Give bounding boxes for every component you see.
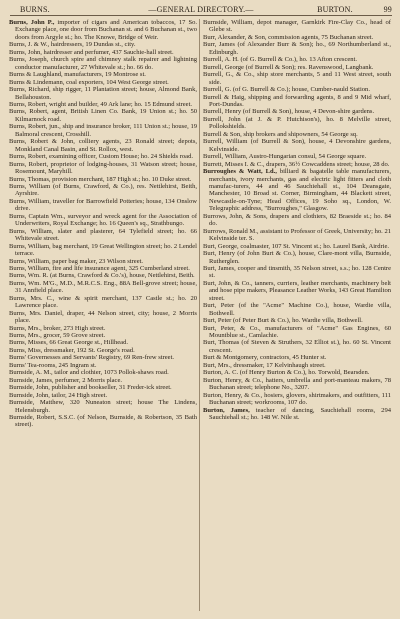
entry-text: Burns, Mrs. Daniel, draper, 44 Nelson street, city; house, 2 Morris place.: [9, 309, 197, 325]
page-number: 99: [383, 5, 392, 14]
entry-text: Burns, William, bag merchant, 19 Great Wellington street; ho. 2 Lendel terrace.: [9, 242, 197, 258]
entry-text: Burt, Peter (of Peter Burt & Co.), ho. Wardie villa, Bothwell.: [203, 317, 363, 325]
directory-entry: [203, 19, 391, 34]
directory-entry: [9, 265, 197, 272]
entry-text: Burt, Thomas (of Steven & Struthers, 32 Elliot st.), ho. 60 St. Vincent crescent.: [203, 339, 391, 354]
directory-entry: [9, 153, 197, 160]
directory-entry: [203, 280, 391, 302]
directory-entry: [203, 71, 391, 86]
header-place: BURTON.: [317, 5, 353, 14]
directory-entry: [203, 41, 391, 56]
entry-text: Burrell, William (of Burrell & Son), house, 4 Devonshire gardens, Kelvinside.: [203, 138, 391, 153]
entry-text: Burrell, Henry (of Burrell & Son), house, 4 Devon-shire gardens.: [203, 108, 375, 116]
directory-entry: [9, 79, 197, 86]
directory-entry: [203, 56, 391, 63]
entry-text: Burt, Peter (of the "Acme" Machine Co.), house, Wardie villa, Bothwell.: [203, 302, 391, 317]
directory-entry: [203, 377, 391, 392]
directory-entry: [9, 108, 197, 123]
entry-text: Burns, William, slater and plasterer, 64 Tylefield street; ho. 66 Whitevale street.: [9, 227, 197, 243]
entry-text: Burns & Laughland, manufacturers, 19 Montrose st.: [9, 71, 146, 79]
entry-text: Burnside, A. M., tailor and clothier, 1073 Pollok-shaws road.: [9, 369, 169, 377]
entry-text: Burrell & Haig, shipping and forwarding agents, 8 and 9 Mid wharf, Port-Dundas.: [203, 93, 391, 108]
directory-entry: [203, 116, 391, 131]
entry-text: Burt, John, & Co., tanners, curriers, leather merchants, machinery belt and hose pipe makers, Pleasance Leather Works, 143 Great Hamilton street.: [203, 279, 391, 302]
entry-text: Burns, Mrs., broker, 273 High street.: [9, 324, 106, 332]
directory-entry: [9, 295, 197, 310]
entry-text: Burns, Wm. R. (at Burns, Crawford & Co.'s), house, Nettlehirst, Beith.: [9, 272, 195, 280]
directory-entry: [203, 34, 391, 41]
header-rule: [10, 15, 392, 16]
entry-text: Burt, Mrs., dressmaker, 17 Kelvinhaugh street.: [203, 361, 326, 369]
entry-text: Burns, Mrs. C., wine & spirit merchant, 137 Castle st.; ho. 20 Lawrence place.: [9, 294, 197, 310]
directory-entry: [203, 213, 391, 228]
directory-entry: [9, 161, 197, 176]
entry-text: Burns, Thomas, provision merchant, 187 High st.; ho. 10 Duke street.: [9, 175, 192, 183]
directory-entry: [203, 339, 391, 354]
entry-text: Burns, Robert, examining officer, Custom House; ho. 24 Shields road.: [9, 153, 193, 161]
directory-entry: [9, 183, 197, 198]
entry-text: Burt, George, coalmaster, 107 St. Vincent st.; ho. Laurel Bank, Airdrie.: [203, 242, 390, 250]
entry-text: Burns, William, paper bag maker, 23 Wilson street.: [9, 257, 144, 265]
entry-text: Burns, William, fire and life insurance agent, 325 Cumberland street.: [9, 264, 190, 272]
entry-text: Burton, Henry, & Co., hatters, umbrella and port-manteau makers, 78 Buchanan street; telephone No., 3207.: [203, 376, 391, 392]
directory-entry: [9, 272, 197, 279]
directory-entry: [203, 161, 391, 168]
directory-entry: [203, 317, 391, 324]
entry-text: Burrows, Ronald M., assistant to Professor of Greek, University; ho. 21 Kelvinside ter. S.: [203, 227, 391, 243]
entry-text: Burnside, William, depot manager, Garnkirk Fire-Clay Co., head of Glebe st.: [203, 19, 391, 34]
directory-entry: [9, 384, 197, 391]
directory-entry: [9, 258, 197, 265]
directory-entry: [203, 131, 391, 138]
directory-entry: [9, 86, 197, 101]
directory-entry: [9, 377, 197, 384]
entry-text: Burton, A. C. (of Henry Burton & Co.), ho. Torwold, Bearsden.: [203, 369, 370, 377]
header-left: BURNS.: [20, 5, 50, 14]
directory-entry: [9, 332, 197, 339]
entry-text: Burns, Robert, jun., ship and insurance broker, 111 Union st.; house, 19 Balmoral crescent, Crosshill.: [9, 123, 197, 138]
entry-text: Burns, William, traveller for Barrowfield Potteries; house, 134 Onslow drive.: [9, 197, 197, 213]
left-column: [9, 19, 197, 613]
directory-entry: [203, 302, 391, 317]
directory-entry: [203, 94, 391, 109]
directory-entry: [203, 407, 391, 422]
entry-text: Burnside, John, publisher and bookseller, 31 Freder-ick street.: [9, 384, 172, 392]
directory-entry: [9, 71, 197, 78]
entry-text: Burnside, Robert, S.S.C. (of Nelson, Burnside, & Robertson, 35 Bath street).: [9, 414, 197, 429]
directory-entry: [9, 41, 197, 48]
directory-entry: [9, 414, 197, 429]
entry-bold-name: Burns, John P.,: [9, 19, 55, 26]
entry-text: Burnside, Matthew, 320 Nuneaton street; house The Lindens, Helensburgh.: [9, 399, 197, 414]
directory-entry: [203, 265, 391, 280]
entry-text: Burns, John, hairdresser and perfumer, 437 Sauchie-hall street.: [9, 48, 174, 56]
directory-entry: [203, 369, 391, 376]
directory-entry: [203, 86, 391, 93]
entry-text: Burrell, William, Austro-Hungarian consul, 54 George square.: [203, 153, 367, 161]
directory-entry: [9, 280, 197, 295]
directory-entry: [203, 138, 391, 153]
entry-text: Burns, Robert, agent, British Linen Co. Bank, 19 Union st.; ho. 50 Kilmarnock road.: [9, 108, 197, 123]
entry-text: Burns, J. & W., hairdressers, 19 Dundas st., city.: [9, 41, 136, 49]
column-divider: [199, 19, 200, 611]
entry-text: Burrell & Son, ship brokers and shipowners, 54 George sq.: [203, 130, 358, 138]
entry-text: Burrell, George (of Burrell & Son); res. Ravenswood, Langbank.: [203, 63, 374, 71]
directory-entry: [9, 213, 197, 228]
entry-text: Burns, Miss, dressmaker, 192 St. George's road.: [9, 346, 135, 354]
directory-entry: [203, 362, 391, 369]
directory-entry: [9, 399, 197, 414]
entry-text: Burrell, G., & Co., ship store merchants, 5 and 11 West street, south side.: [203, 71, 391, 86]
entry-text: Burr, James (of Alexander Burr & Son); ho., 69 Northumberland st., Edinburgh.: [203, 41, 391, 56]
directory-entry: [9, 347, 197, 354]
entry-text: Burt, James, cooper and tinsmith, 35 Nelson street, s.s.; ho. 128 Centre st.: [203, 264, 391, 280]
entry-text: Burrett, Misses I. & C., drapers, 36½ Cowcaddens street; house, 28 do.: [203, 160, 390, 168]
entry-text: Burrows, John, & Sons, drapers and clothiers, 82 Braeside st.; ho. 84 do.: [203, 212, 391, 228]
directory-entry: [203, 243, 391, 250]
directory-entry: [9, 176, 197, 183]
entry-bold-name: Burroughes & Watt, Ld.,: [203, 168, 277, 176]
entry-text: Burton, Henry, & Co., hosiers, glovers, shirtmakers, and outfitters, 111 Buchanan street; workrooms, 107 do.: [203, 391, 391, 407]
entry-text: Burns' Governesses and Servants' Registry, 69 Ren-frew street.: [9, 354, 175, 362]
entry-text: Burns, Robert, wright and builder, 49 Ark lane; ho. 15 Edmund street.: [9, 100, 193, 108]
entry-text: teacher of dancing, Sauchiehall rooms, 294 Sauchiehall st.; ho. 148 W. Nile st.: [209, 406, 391, 422]
directory-entry: [9, 325, 197, 332]
directory-entry: [203, 108, 391, 115]
entry-text: billiard & bagatelle table manufacturers, merchants, ivory merchants, gas and electric light fitters and cloth manufac-turers, 44 and 46 Sauchiehall st., 104 Deansgate, Manchester, 10 Broad st. Corner, Birmingham, 44 Blackett street, Newcastle-on-Tyne; Head Offices, 19 Soho sq., London, W. Telegraphic address, "Burroughes," Glasgow.: [209, 168, 391, 213]
entry-text: Burns, Joseph, church spire and chimney stalk repairer and lightning conductor manufacturer, 27 Whitevale st.; ho. 66 do.: [9, 56, 197, 71]
directory-entry: [9, 339, 197, 346]
directory-entry: [9, 369, 197, 376]
directory-entry: [9, 310, 197, 325]
directory-entry: [9, 354, 197, 361]
entry-text: Burt, Henry (of John Burt & Co.), house, Clare-mont villa, Burnside, Rutherglen.: [203, 250, 391, 265]
directory-entry: [203, 228, 391, 243]
right-column: [203, 19, 391, 613]
directory-entry: [203, 250, 391, 265]
directory-entry: [9, 138, 197, 153]
directory-entry: [9, 392, 197, 399]
entry-text: Burr, Alexander, & Son, commission agents, 75 Buchanan street.: [203, 33, 374, 41]
directory-entry: [9, 49, 197, 56]
entry-text: Burnside, James, perfumer, 2 Morris place.: [9, 376, 123, 384]
header-center: —GENERAL DIRECTORY.—: [148, 5, 254, 14]
directory-entry: [9, 19, 197, 41]
directory-entry: [203, 325, 391, 340]
entry-text: Burrell, A. H. (of G. Burrell & Co.), ho. 13 Afton crescent.: [203, 56, 358, 64]
directory-entry: [9, 56, 197, 71]
entry-bold-name: Burton, James,: [203, 406, 250, 414]
entry-text: Burns, Captain Wm., surveyor and wreck agent for the Association of Underwriters, Royal Exchange; ho. 16 Queen's sq., Strathbungo.: [9, 212, 197, 228]
directory-entry: [9, 198, 197, 213]
entry-text: importer of cigars and American tobaccos, 17 So. Exchange place, one door from Buchanan st. and 6 Buchanan st., two doors from Argyle st.; ho. The Knowe, Bridge of Weir.: [15, 19, 197, 41]
entry-text: Burns, Richard, ship rigger, 11 Plantation street; house, Almond Bank, Bellahouston.: [9, 86, 197, 101]
entry-text: Burrell, John (at J. & P. Hutchison's), ho. 8 Melville street, Pollokshields.: [203, 115, 391, 131]
entry-text: Burns, Misses, 66 Great George st., Hillhead.: [9, 339, 128, 347]
directory-entry: [9, 243, 197, 258]
entry-text: Burt & Montgomery, contractors, 45 Hunter st.: [203, 354, 327, 362]
entry-text: Burrell, G. (of G. Burrell & Co.); house, Cumber-nauld Station.: [203, 86, 370, 94]
entry-text: Burns' Tea-rooms, 245 Ingram st.: [9, 361, 97, 369]
directory-entry: [203, 153, 391, 160]
directory-entry: [9, 101, 197, 108]
directory-entry: [9, 228, 197, 243]
directory-entry: [203, 64, 391, 71]
entry-text: Burt, Peter, & Co., manufacturers of "Acme" Gas Engines, 60 Mountblue st., Camlachie.: [203, 324, 391, 340]
entry-text: Burns, Robert & John, colliery agents, 23 Ronald street; depots, Monkland Canal Basin, and St. Rollox, west.: [9, 138, 197, 153]
entry-text: Burns, Wm. M'G., M.D., M.R.C.S. Eng., 88A Bell-grove street; house, 31 Annfield place.: [9, 279, 197, 295]
entry-text: Burns, William (of Burns, Crawford, & Co.), res. Nettlehirst, Beith, Ayrshire.: [9, 182, 197, 198]
directory-entry: [9, 362, 197, 369]
entry-text: Burns & Lindemann, coal exporters, 104 West George street.: [9, 78, 169, 86]
directory-entry: [203, 168, 391, 213]
directory-entry: [203, 392, 391, 407]
entry-text: Burnside, John, tailor, 24 High street.: [9, 391, 108, 399]
directory-entry: [9, 123, 197, 138]
entry-text: Burns, Robert, proprietor of lodging-houses, 31 Watson street; house, Rosemount, Maryhill.: [9, 160, 197, 176]
header-right: [317, 5, 392, 14]
entry-text: Burns, Mrs., grocer, 59 Grove street.: [9, 332, 106, 340]
directory-entry: [203, 354, 391, 361]
